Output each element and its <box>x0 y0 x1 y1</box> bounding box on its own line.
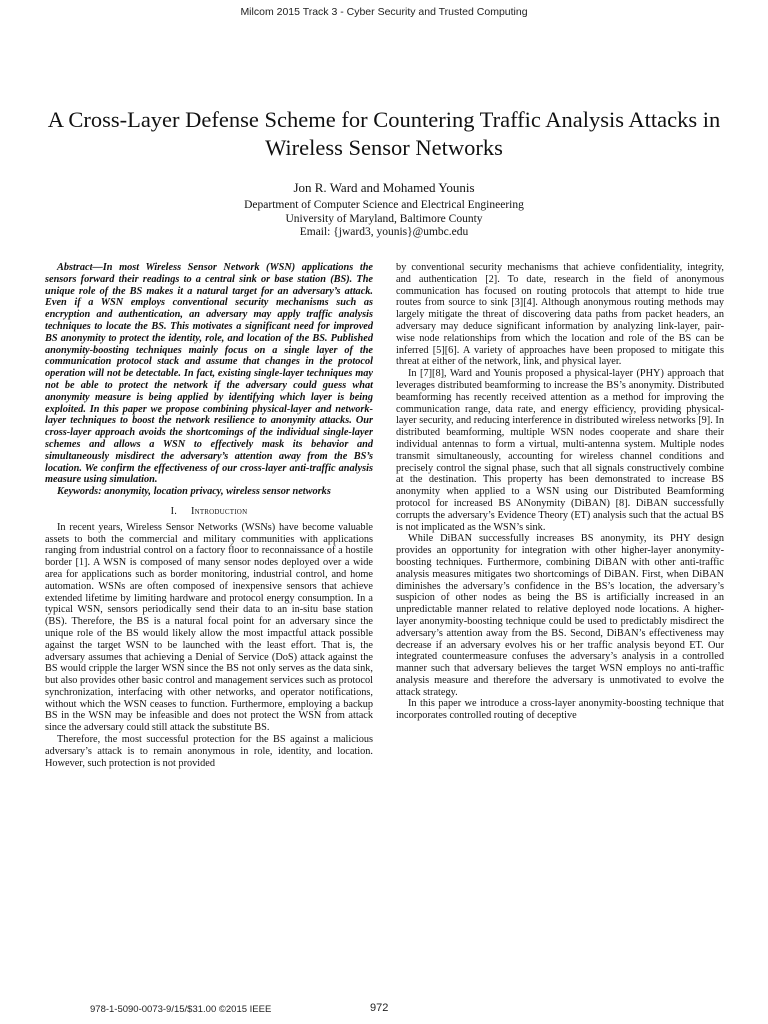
paper-title: A Cross-Layer Defense Scheme for Countering Traffic Analysis Attacks in Wireless Sensor Networks <box>47 107 721 160</box>
author-affiliation <box>0 199 768 240</box>
left-column <box>45 262 373 769</box>
keywords: Keywords: anonymity, location privacy, wireless sensor networks <box>57 486 331 498</box>
affiliation-university: University of Maryland, Baltimore County <box>285 212 483 225</box>
page-number: 972 <box>370 1002 389 1014</box>
right-column <box>396 262 724 722</box>
running-header: Milcom 2015 Track 3 - Cyber Security and Trusted Computing <box>240 6 528 18</box>
affiliation-department: Department of Computer Science and Electrical Engineering <box>244 199 524 211</box>
footer-copyright: 978-1-5090-0073-9/15/$31.00 ©2015 IEEE <box>90 1004 272 1015</box>
intro-paragraph-4: In [7][8], Ward and Younis proposed a physical-layer (PHY) approach that leverages distributed beamforming to increase the BS’s anonymity. Distributed beamforming has recently received attention as a method for improving the communication range, data rate, and energy efficiency, providing physical-layer security, and reducing interference in distributed wireless networks [9]. In distributed beamforming, multiple WSN nodes cooperate and share their individual antennas to form a virtual, multi-antenna system. Multiple nodes transmit simultaneously, accounting for wireless channel conditions and precisely control the signal phase, such that all signals constructively combine at the destination. This property has been demonstrated to increase BS anonymity when applied to a WSN using our Distributed Beamforming protocol for increased BS ANonymity (DiBAN) [8]. DiBAN successfully corrupts the adversary’s Evidence Theory (ET) analysis such that the actual BS is not implicated as the WSN’s sink. <box>396 368 724 533</box>
section-title: Introduction <box>190 505 248 517</box>
affiliation-email: Email: {jward3, younis}@umbc.edu <box>299 226 469 238</box>
intro-paragraph-5: While DiBAN successfully increases BS anonymity, its PHY design provides an opportunity for integration with other higher-layer anonymity-boosting techniques. Furthermore, combining DiBAN with other anti-traffic analysis measures mitigates two shortcomings of DiBAN. First, when DiBAN diminishes the adversary’s confidence in the BS’s location, the adversary’s suspicion of other nodes as being the BS is artificially increased in an unpredictable manner related to relative deployed node locations. A higher-layer anonymity-boosting technique could be used to predictably misdirect the adversary’s attention away from the BS. Second, DiBAN’s effectiveness may decrease if an adversary evolves his or her traffic analysis beyond ET. Our integrated countermeasure confuses the adversary’s analysis in a controlled manner such that adversary believes the target WSN employs no anti-traffic analysis measure and therefore the adversary is unmotivated to evolve the attack strategy. <box>396 533 724 698</box>
intro-paragraph-1: In recent years, Wireless Sensor Networks (WSNs) have become valuable assets to both the commercial and military communities with applications ranging from industrial control on a factory floor to reconnaissance of a hostile border [1]. A WSN is composed of many sensor nodes deployed over a wide area for applications such as border monitoring, industrial control, and home automation. WSNs are often composed of inexpensive sensors that achieve extended lifetime by limiting hardware and protocol energy consumption. In a typical WSN, sensors periodically send their data to an in-situ base station (BS). Therefore, the BS is a natural focal point for an adversary since the unique role of the BS would likely allow the most impactful attack possible against the target WSN to be launched with the least effort. That is, the adversary assumes that achieving a Denial of Service (DoS) attack against the BS would cripple the larger WSN since the BS not only serves as the data sink, but also provides other basic control and management services such as protocol synchronization, interfacing with other networks, and operator notifications, without which the WSN ceases to function. Furthermore, employing a backup BS in the WSN may be infeasible and does not protect the WSN from attack since the adversary could still attack the substitute BS. <box>45 521 373 734</box>
abstract: Abstract—In most Wireless Sensor Network (WSN) applications the sensors forward their readings to a central sink or base station (BS). The unique role of the BS makes it a natural target for an adversary’s attack. Even if a WSN employs conventional security mechanisms such as encryption and authentication, an adversary may apply traffic analysis techniques to locate the BS. This motivates a significant need for improved BS anonymity to protect the identity, role, and location of the BS. Published anonymity-boosting techniques mainly focus on a single layer of the communication protocol stack and assume that changes in the protocol operation will not be detectable. In fact, existing single-layer techniques may not be able to protect the network if the adversary could guess what anonymity measure is being applied by identifying which layer is being exploited. In this paper we propose combining physical-layer and network-layer techniques to boost the network resilience to anonymity attacks. Our cross-layer approach avoids the shortcomings of the individual single-layer schemes and allows a WSN to effectively mask its behavior and simultaneously misdirect the adversary’s attention away from the BS’s location. We confirm the effectiveness of our cross-layer anti-traffic analysis measure using simulation. <box>45 262 373 486</box>
intro-paragraph-6: In this paper we introduce a cross-layer anonymity-boosting technique that incorporates controlled routing of deceptive <box>396 698 724 722</box>
section-heading-introduction <box>45 506 373 518</box>
intro-paragraph-2: Therefore, the most successful protection for the BS against a malicious adversary’s attack is to remain anonymous in role, identity, and location. However, such protection is not provided <box>45 734 373 769</box>
section-number: I. <box>170 505 178 517</box>
paper-authors: Jon R. Ward and Mohamed Younis <box>293 180 475 195</box>
intro-paragraph-3: by conventional security mechanisms that achieve confidentiality, integrity, and authentication [2]. To date, research in the field of anonymous communication has focused on routing protocols that attempt to hide true routes from source to sink [3][4]. Although anonymous routing methods may largely mitigate the threat of discovering data paths from packet headers, an adversary may deduce significant information by analyzing link-layer, pair-wise node relationships from which the location and role of the BS can be inferred [5][6]. A variety of approaches have been proposed to mitigate this threat at either of the network, link, and physical layer. <box>396 262 724 368</box>
